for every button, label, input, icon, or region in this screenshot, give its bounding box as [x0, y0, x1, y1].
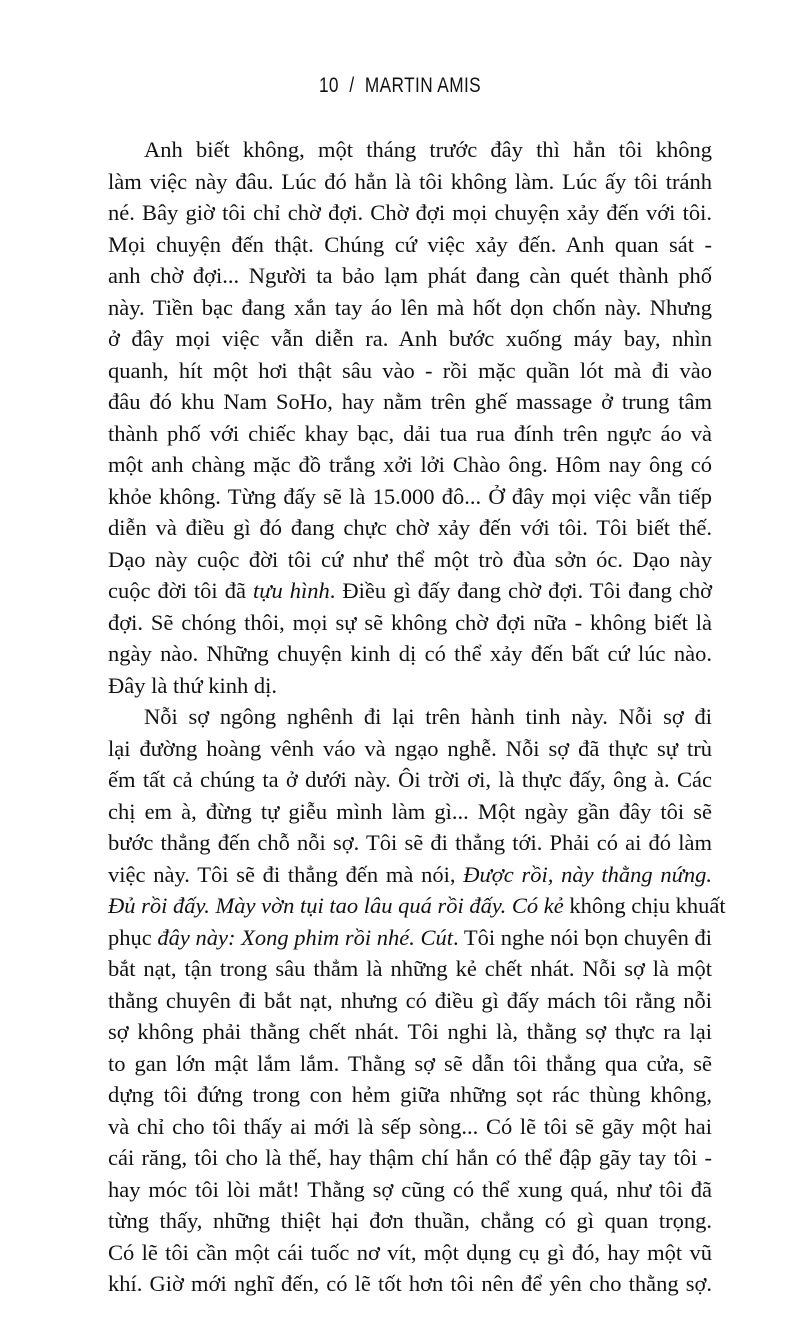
text-line	[108, 1048, 712, 1080]
italic-text: Được rồi, này thằng nứng.	[463, 861, 712, 887]
text-segment: Mọi chuyện đến thật. Chúng cứ việc xảy đến. Anh quan sát -	[108, 231, 712, 257]
text-segment: làm việc này đâu. Lúc đó hẳn là tôi không làm. Lúc ấy tôi tránh	[108, 168, 712, 194]
text-line	[108, 323, 712, 355]
text-segment: bước thẳng đến chỗ nỗi sợ. Tôi sẽ đi thẳng tới. Phải có ai đó làm	[108, 830, 712, 855]
text-line	[108, 638, 712, 670]
page-number: 10	[318, 74, 339, 97]
text-segment: thành phố với chiếc khay bạc, dải tua rua đính trên ngực áo và	[108, 420, 712, 446]
text-line	[108, 827, 712, 859]
text-segment: việc này. Tôi sẽ đi thẳng đến mà nói,	[108, 861, 464, 887]
text-segment: Có lẽ tôi cần một cái tuốc nơ vít, một dụng cụ gì đó, hay một vũ	[108, 1239, 712, 1265]
text-line	[108, 1268, 712, 1300]
text-line	[108, 953, 712, 985]
text-segment: to gan lớn mật lắm lắm. Thằng sợ sẽ dẫn tôi thẳng qua cửa, sẽ	[108, 1050, 712, 1076]
author-name: MARTIN AMIS	[364, 74, 482, 97]
text-segment: này. Tiền bạc đang xắn tay áo lên mà hốt dọn chốn này. Nhưng	[108, 294, 712, 320]
text-line	[108, 166, 712, 198]
text-segment: quanh, hít một hơi thật sâu vào - rồi mặc quần lót mà đi vào	[108, 357, 712, 383]
text-line	[108, 449, 712, 481]
body-text	[108, 134, 726, 1300]
text-segment: Dạo này cuộc đời tôi cứ như thể một trò đùa sởn óc. Dạo này	[108, 546, 712, 572]
text-segment: bắt nạt, tận trong sâu thẳm là những kẻ chết nhát. Nỗi sợ là một	[108, 956, 712, 981]
text-segment: và chỉ cho tôi thấy ai mới là sếp sòng... Có lẽ tôi sẽ gãy một hai	[108, 1113, 712, 1139]
text-line	[108, 1111, 712, 1143]
text-line	[108, 292, 712, 324]
text-segment: . Tôi nghe nói bọn chuyên đi	[453, 924, 712, 950]
text-segment: anh chờ đợi... Người ta bảo lạm phát đang càn quét thành phố	[108, 263, 712, 288]
text-segment: sợ không phải thằng chết nhát. Tôi nghi là, thằng sợ thực ra lại	[108, 1019, 712, 1044]
text-line	[108, 260, 712, 292]
text-segment: hay móc tôi lòi mắt! Thằng sợ cũng có thể xung quá, như tôi đã	[108, 1176, 712, 1202]
text-line	[108, 386, 712, 418]
text-line	[108, 1205, 712, 1237]
text-line	[108, 607, 712, 639]
text-segment: Nỗi sợ ngông nghênh đi lại trên hành tinh này. Nỗi sợ đi	[144, 704, 712, 729]
text-line	[108, 575, 712, 607]
text-segment: né. Bây giờ tôi chỉ chờ đợi. Chờ đợi mọi chuyện xảy đến với tôi.	[108, 200, 712, 225]
text-segment: đợi. Sẽ chóng thôi, mọi sự sẽ không chờ đợi nữa - không biết là	[108, 609, 712, 635]
text-line	[108, 670, 712, 702]
text-line	[108, 1079, 712, 1111]
text-segment: . Điều gì đấy đang chờ đợi. Tôi đang chờ	[329, 578, 712, 603]
text-line	[108, 197, 712, 229]
text-segment: ở đây mọi việc vẫn diễn ra. Anh bước xuống máy bay, nhìn	[108, 326, 712, 351]
italic-text: đây này: Xong phim rồi nhé. Cút	[157, 924, 454, 950]
text-line	[108, 985, 712, 1017]
text-segment: ngày nào. Những chuyện kinh dị có thể xảy đến bất cứ lúc nào.	[108, 641, 712, 666]
text-segment: phục	[108, 924, 158, 950]
text-segment: cái răng, tôi cho là thế, hay thậm chí hắn có thể đập gãy tay tôi -	[108, 1145, 712, 1170]
text-line	[108, 134, 712, 166]
text-line	[108, 544, 712, 576]
text-line	[108, 481, 712, 513]
text-line	[108, 229, 712, 261]
text-line	[108, 733, 712, 765]
text-line	[108, 922, 712, 954]
text-line	[108, 1142, 712, 1174]
text-segment: một anh chàng mặc đồ trắng xởi lởi Chào ông. Hôm nay ông có	[108, 452, 712, 477]
text-line	[108, 890, 726, 922]
header-separator: /	[349, 74, 355, 97]
text-segment: dựng tôi đứng trong con hẻm giữa những sọt rác thùng không,	[108, 1082, 712, 1107]
text-segment: thằng chuyên đi bắt nạt, nhưng có điều gì đấy mách tôi rằng nỗi	[108, 987, 712, 1013]
text-segment: từng thấy, những thiệt hại đơn thuần, chẳng có gì quan trọng.	[108, 1208, 712, 1233]
text-line	[108, 859, 712, 891]
text-line	[108, 512, 712, 544]
text-line	[108, 418, 712, 450]
text-segment: cuộc đời tôi đã	[108, 578, 253, 603]
text-segment: không chịu khuất	[563, 893, 726, 918]
italic-text: tựu hình	[252, 578, 330, 603]
text-line	[108, 1016, 712, 1048]
text-line	[108, 701, 712, 733]
text-line	[108, 1174, 712, 1206]
text-segment: lại đường hoàng vênh váo và ngạo nghễ. Nỗi sợ đã thực sự trù	[108, 735, 712, 761]
text-line	[108, 796, 712, 828]
text-segment: ếm tất cả chúng ta ở dưới này. Ôi trời ơi, là thực đấy, ông à. Các	[108, 767, 712, 792]
text-segment: chị em à, đừng tự giễu mình làm gì... Một ngày gần đây tôi sẽ	[108, 798, 712, 824]
text-segment: Anh biết không, một tháng trước đây thì hẳn tôi không	[144, 137, 712, 162]
running-header	[72, 74, 728, 98]
italic-text: Đủ rồi đấy. Mày vờn tụi tao lâu quá rồi đấy. Có kẻ	[108, 893, 564, 918]
text-segment: đâu đó khu Nam SoHo, hay nằm trên ghế massage ở trung tâm	[108, 389, 712, 414]
text-segment: khỏe không. Từng đấy sẽ là 15.000 đô... Ở đây mọi việc vẫn tiếp	[108, 483, 712, 509]
text-segment: Đây là thứ kinh dị.	[108, 672, 278, 698]
text-segment: khí. Giờ mới nghĩ đến, có lẽ tốt hơn tôi nên để yên cho thằng sợ.	[108, 1271, 712, 1296]
text-segment: diễn và điều gì đó đang chực chờ xảy đến với tôi. Tôi biết thế.	[108, 515, 712, 540]
text-line	[108, 1237, 712, 1269]
text-line	[108, 355, 712, 387]
text-line	[108, 764, 712, 796]
